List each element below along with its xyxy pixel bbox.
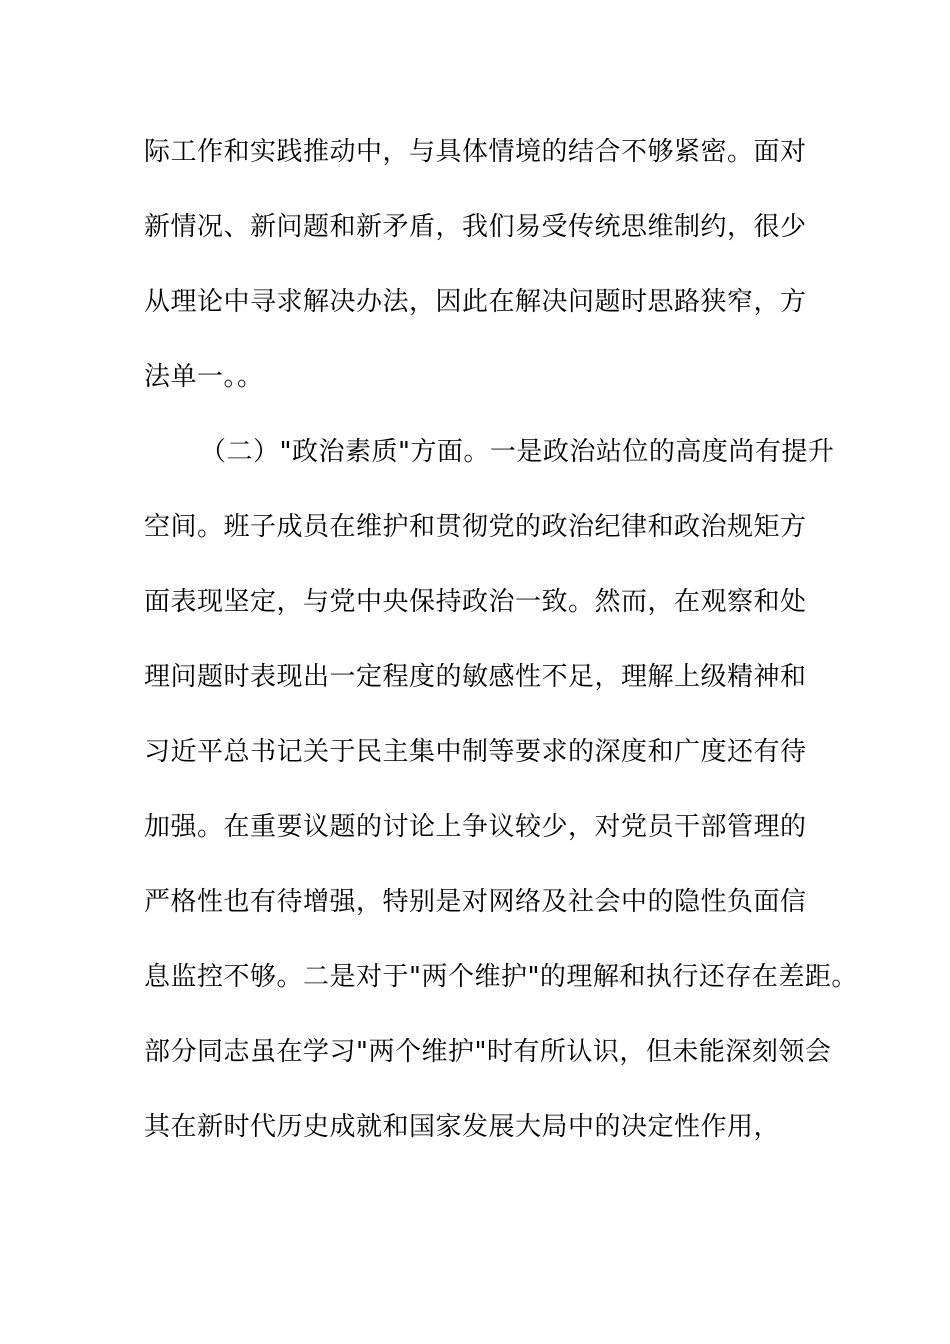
text-line: 从理论中寻求解决办法，因此在解决问题时思路狭窄，方	[144, 287, 807, 317]
text-line: 法单一。。	[144, 362, 264, 392]
text-line: 面表现坚定，与党中央保持政治一致。然而，在观察和处	[144, 587, 807, 617]
text-line: 其在新时代历史成就和国家发展大局中的决定性作用，	[144, 1112, 781, 1142]
text-line: 息监控不够。二是对于"两个维护"的理解和执行还存在差距。	[144, 962, 858, 992]
section-heading-line: （二）"政治素质"方面。一是政治站位的高度尚有提升	[200, 437, 835, 467]
document-body	[144, 124, 858, 1174]
text-line: 际工作和实践推动中，与具体情境的结合不够紧密。面对	[144, 137, 807, 167]
text-line: 部分同志虽在学习"两个维护"时有所认识，但未能深刻领会	[144, 1037, 832, 1067]
text-line: 加强。在重要议题的讨论上争议较少，对党员干部管理的	[144, 812, 807, 842]
text-line: 新情况、新问题和新矛盾，我们易受传统思维制约，很少	[144, 212, 807, 242]
text-line: 空间。班子成员在维护和贯彻党的政治纪律和政治规矩方	[144, 512, 807, 542]
text-line: 严格性也有待增强，特别是对网络及社会中的隐性负面信	[144, 887, 807, 917]
text-line: 习近平总书记关于民主集中制等要求的深度和广度还有待	[144, 737, 807, 767]
text-line: 理问题时表现出一定程度的敏感性不足，理解上级精神和	[144, 662, 807, 692]
